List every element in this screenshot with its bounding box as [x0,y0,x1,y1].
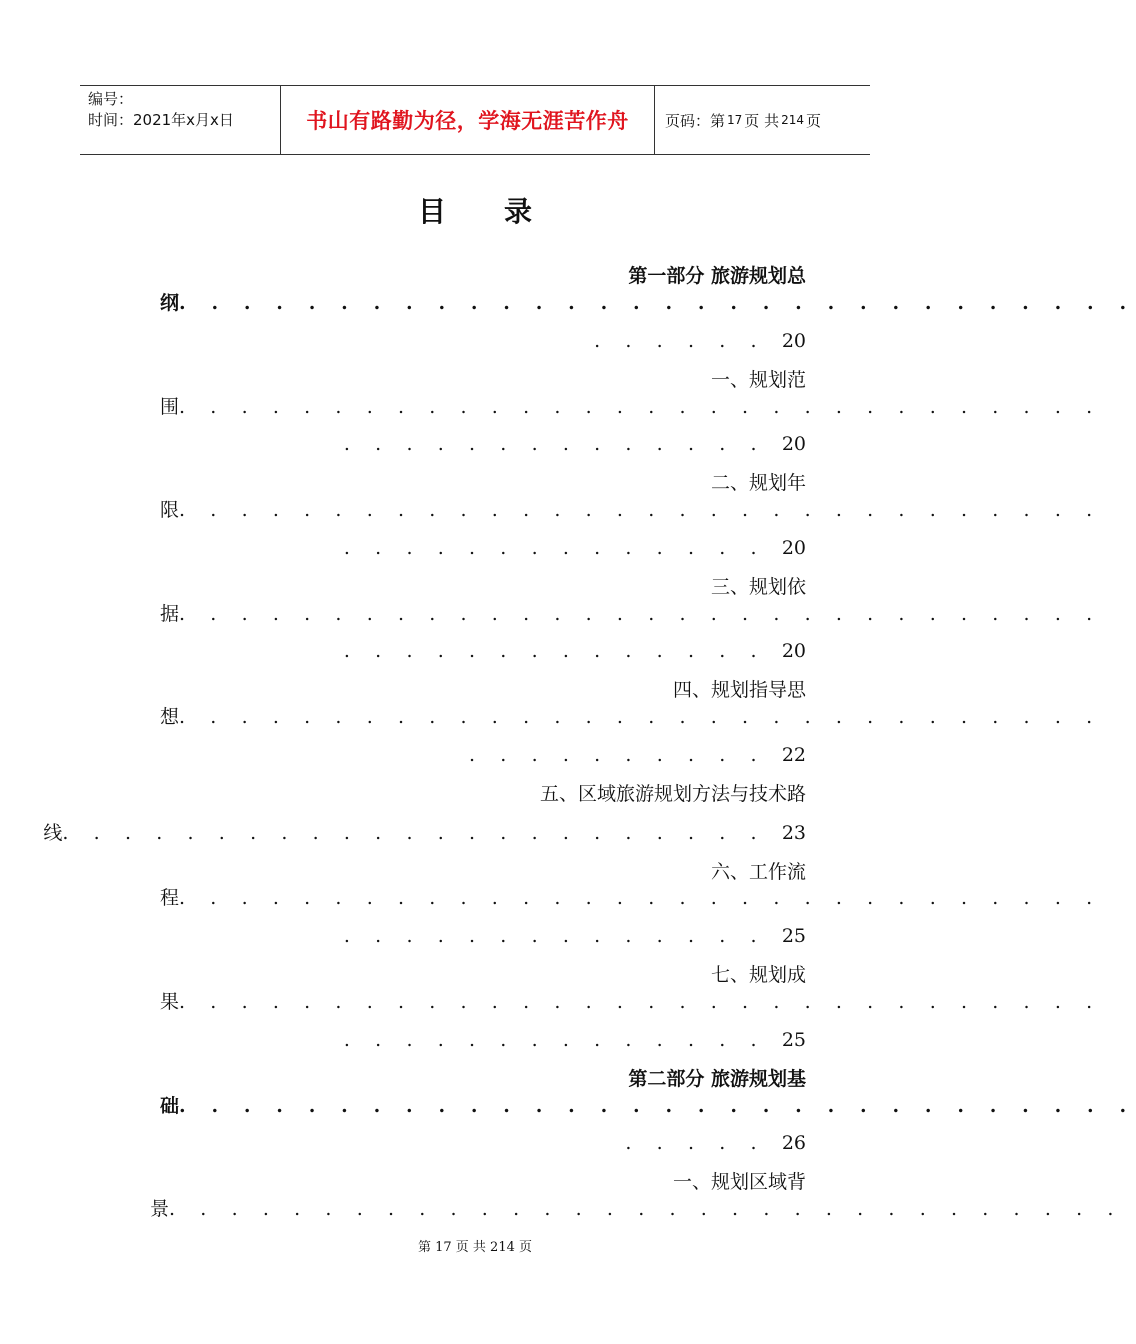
toc-page[interactable]: . . . . . . . . . . . . . . 20 [343,433,806,455]
toc-heading[interactable]: 四、规划指导思 [672,679,806,701]
toc-page[interactable]: . . . . . . . . . . . . . . 20 [343,537,806,559]
toc-tail[interactable]: 果. . . . . . . . . . . . . . . . . . . . . . . . . . . . . . [160,991,1102,1013]
toc-heading[interactable]: 一、规划范 [710,369,806,391]
toc-heading[interactable]: 第一部分 旅游规划总 [628,265,806,287]
header-motto: 书山有路勤为径，学海无涯苦作舟 [281,86,655,154]
serial-label: 编号： [88,90,134,108]
toc-tail[interactable]: 想. . . . . . . . . . . . . . . . . . . . . . . . . . . . . . [160,706,1102,728]
page-prefix: 页码：第 [665,111,726,130]
toc-tail[interactable]: 限. . . . . . . . . . . . . . . . . . . . . . . . . . . . . . [160,499,1102,521]
page-total: 214 [781,113,804,127]
toc-tail[interactable]: 围. . . . . . . . . . . . . . . . . . . . . . . . . . . . . . [160,396,1102,418]
toc-page[interactable]: . . . . . . . . . . . . . . 25 [343,1029,806,1051]
page-footer: 第 17 页 共 214 页 [417,1240,533,1255]
page-current: 17 [727,113,743,127]
page-title: 目录 [417,195,590,228]
time-label: 时间：2021年x月x日 [88,111,234,129]
toc-tail[interactable]: 础. . . . . . . . . . . . . . . . . . . . . . . . . . . . . . [160,1095,1136,1117]
toc-heading[interactable]: 五、区域旅游规划方法与技术路 [539,783,806,805]
toc-heading[interactable]: 六、工作流 [710,861,806,883]
toc-page[interactable]: . . . . . . 20 [594,330,806,352]
toc-heading[interactable]: 七、规划成 [710,964,806,986]
toc-heading[interactable]: 一、规划区域背 [672,1171,806,1193]
toc-page[interactable]: . . . . . . . . . . 22 [469,744,806,766]
toc-tail[interactable]: 纲. . . . . . . . . . . . . . . . . . . . . . . . . . . . . . [160,292,1136,314]
toc-tail[interactable]: 线. . . . . . . . . . . . . . . . . . . . . . . 23 [43,822,806,844]
toc-tail[interactable]: 据. . . . . . . . . . . . . . . . . . . . . . . . . . . . . . [160,603,1102,625]
page-suffix: 页 [805,111,821,130]
toc-page[interactable]: . . . . . . . . . . . . . . 20 [343,640,806,662]
toc-heading[interactable]: 第二部分 旅游规划基 [628,1068,806,1090]
toc-heading[interactable]: 三、规划依 [710,576,806,598]
page-mid: 页 共 [744,111,780,130]
toc-heading[interactable]: 二、规划年 [710,472,806,494]
toc-page[interactable]: . . . . . 26 [625,1132,806,1154]
toc-tail[interactable]: 程. . . . . . . . . . . . . . . . . . . . . . . . . . . . . . [160,887,1102,909]
toc-tail[interactable]: 景. . . . . . . . . . . . . . . . . . . . . . . . . . . . . . . [150,1198,1124,1220]
toc-page[interactable]: . . . . . . . . . . . . . . 25 [343,925,806,947]
